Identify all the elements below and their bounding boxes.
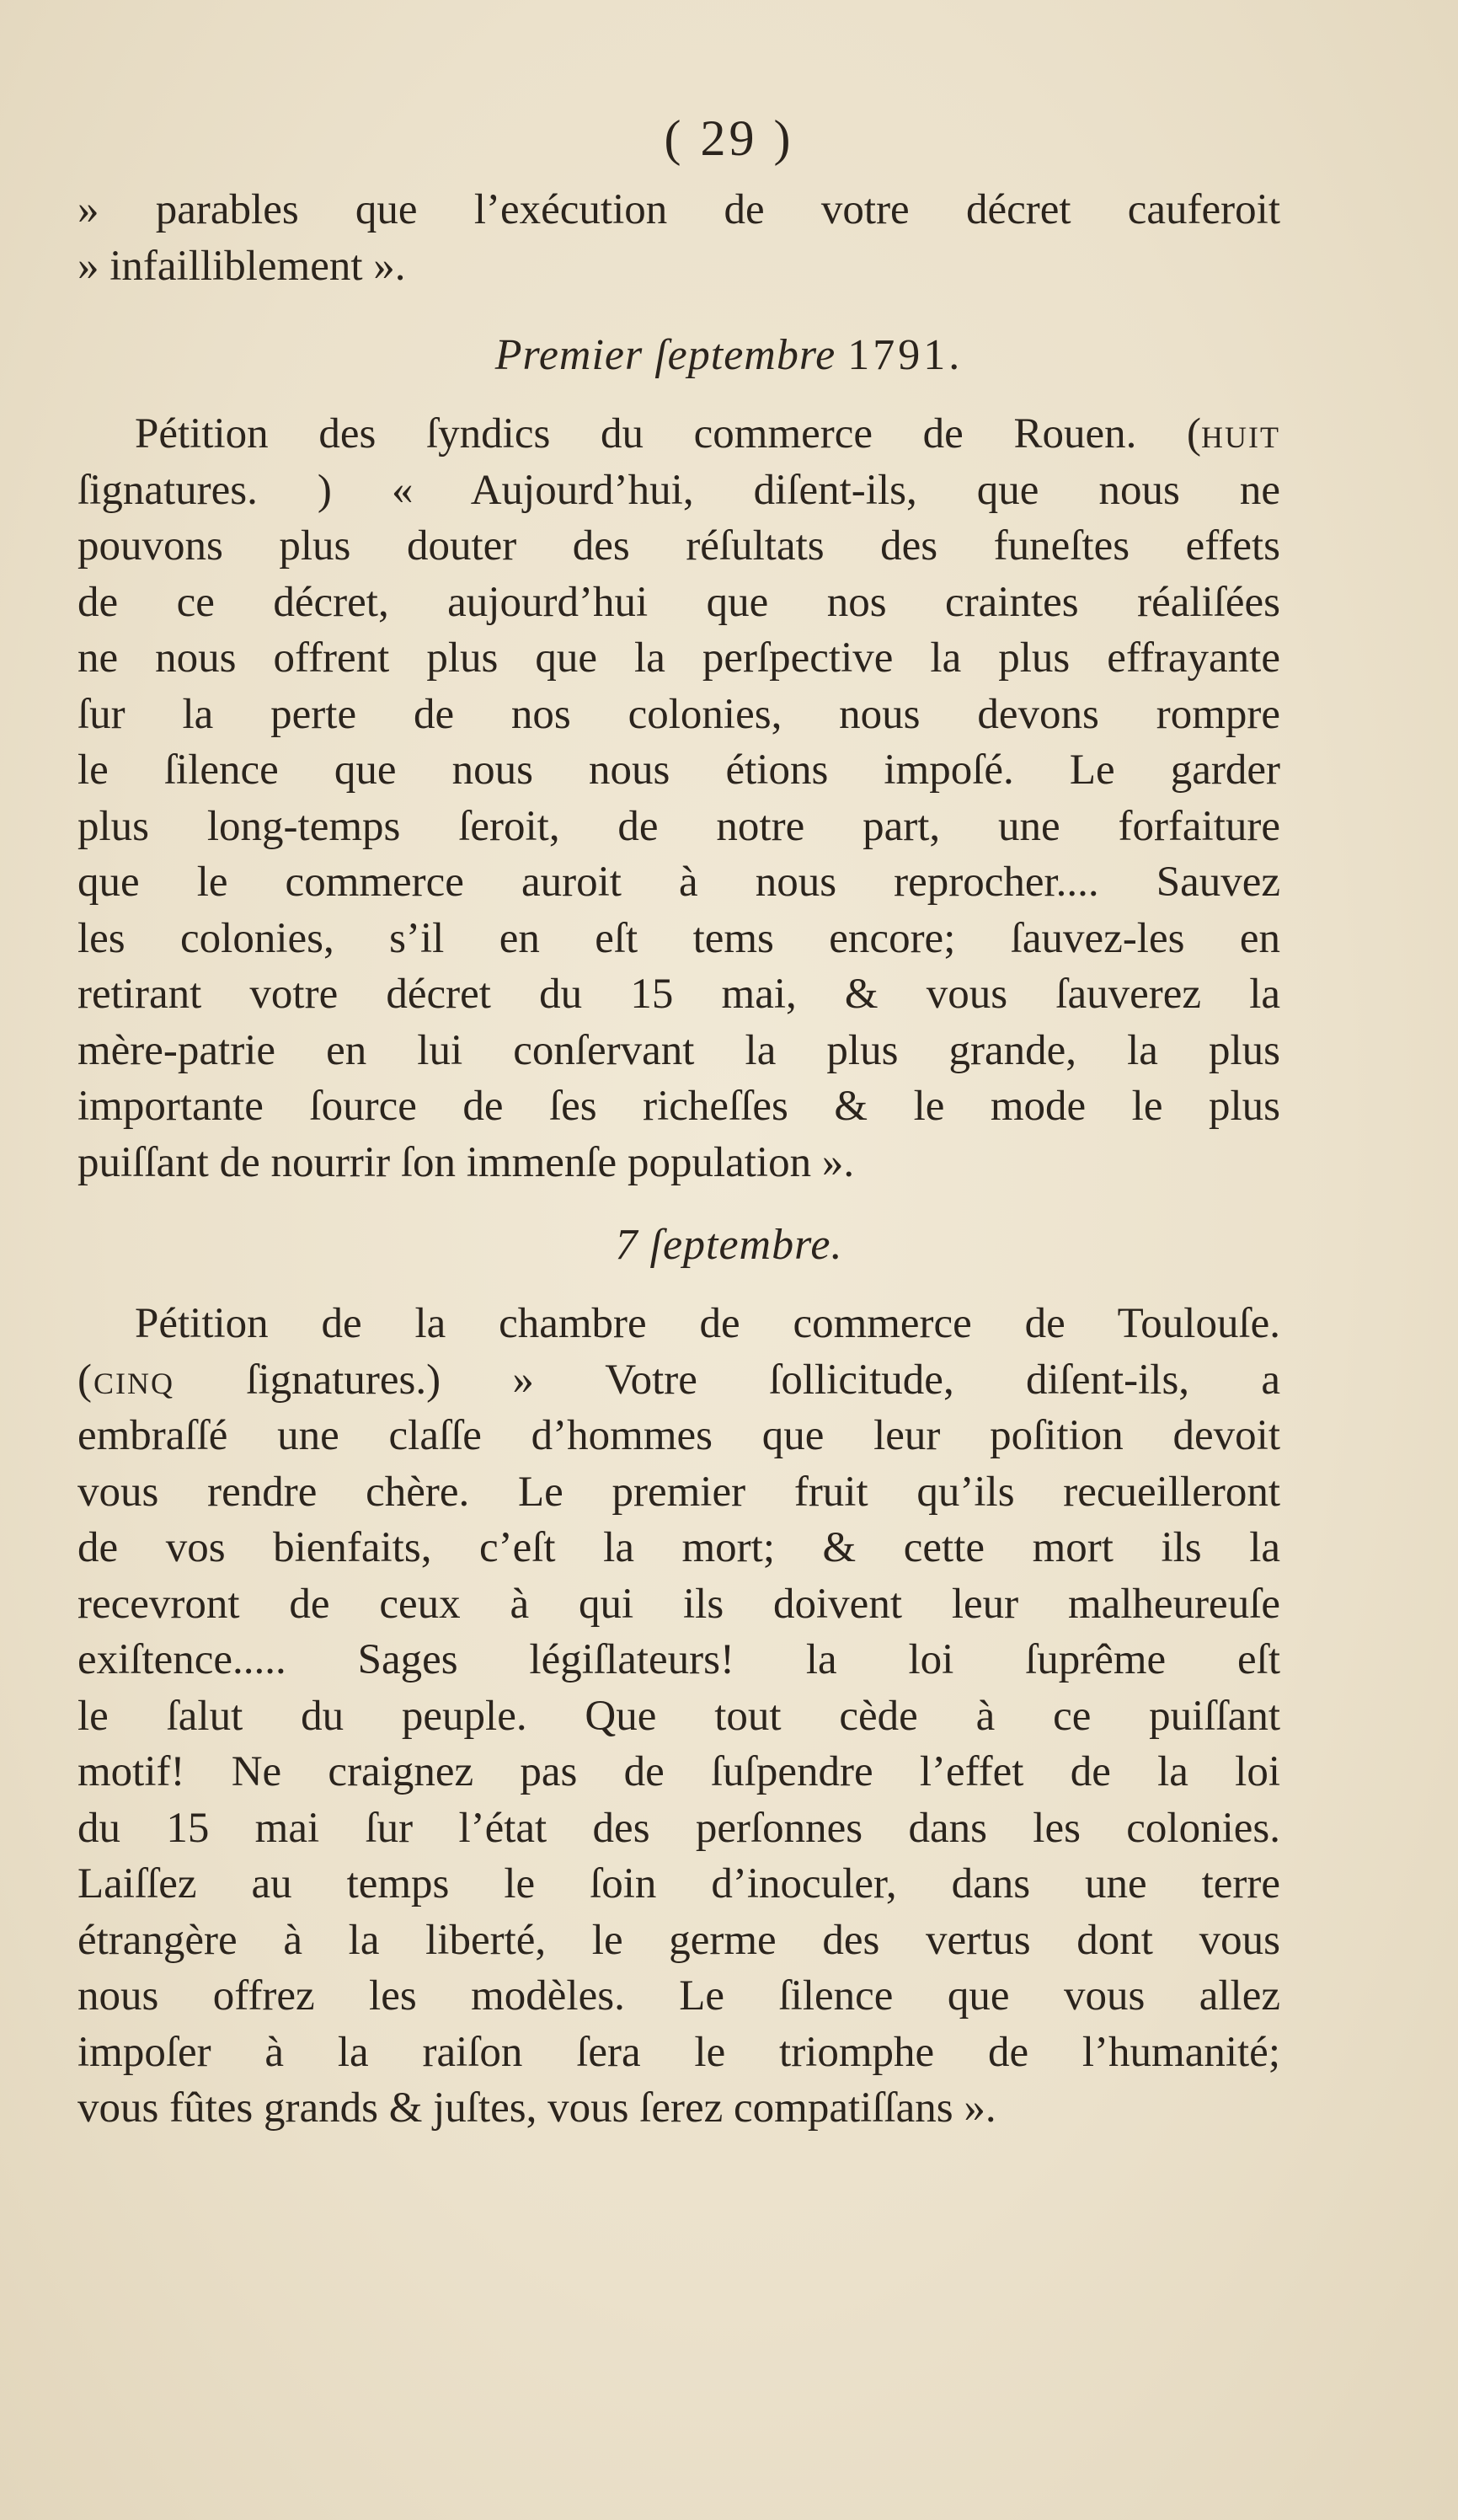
text-line: que le commerce auroit à nous reprocher.... Sauvez — [77, 859, 1280, 906]
page-number: ( 29 ) — [664, 110, 794, 166]
text-line: puiſſant de nourrir ſon immenſe population ». — [77, 1138, 855, 1186]
text-line: nous offrez les modèles. Le ſilence que vous allez — [77, 1972, 1280, 2020]
section-heading-2 — [0, 1220, 1458, 1270]
heading-date: 7 ſeptembre. — [615, 1221, 843, 1269]
text-line: ne nous offrent plus que la perſpective la plus effrayante — [77, 634, 1280, 682]
text-line: vous rendre chère. Le premier fruit qu’ils recueilleront — [77, 1468, 1280, 1516]
text-line: Laiſſez au temps le ſoin d’inoculer, dans une terre — [77, 1860, 1280, 1907]
text-line: embraſſé une claſſe d’hommes que leur poſition devoit — [77, 1412, 1280, 1459]
text-line: vous fûtes grands & juſtes, vous ſerez compatiſſans ». — [77, 2084, 996, 2132]
text-line: du 15 mai ſur l’état des perſonnes dans les colonies. — [77, 1804, 1280, 1852]
text-line: de vos bienfaits, c’eſt la mort; & cette mort ils la — [77, 1524, 1280, 1571]
text-fragment: Pétition des ſyndics du commerce de Rouen. ( — [135, 410, 1202, 457]
text-line: » infailliblement ». — [77, 242, 406, 290]
text-line: exiſtence..... Sages légiſlateurs! la loi ſuprême eſt — [77, 1636, 1280, 1683]
text-line — [77, 1352, 1280, 1409]
text-line: le ſilence que nous nous étions impoſé. Le garder — [77, 746, 1280, 794]
text-line: retirant votre décret du 15 mai, & vous ſauverez la — [77, 971, 1280, 1018]
petition-toulouse-paragraph — [77, 1296, 1280, 2137]
text-line: recevront de ceux à qui ils doivent leur malheureuſe — [77, 1580, 1280, 1628]
text-line: ſur la perte de nos colonies, nous devons rompre — [77, 690, 1280, 738]
small-caps-word: (cinq — [77, 1356, 174, 1404]
text-line: les colonies, s’il en eſt tems encore; ſauvez-les en — [77, 914, 1280, 962]
text-line: Pétition de la chambre de commerce de Toulouſe. — [135, 1300, 1280, 1347]
heading-year: 1791. — [847, 331, 964, 379]
text-line: motif! Ne craignez pas de ſuſpendre l’effet de la loi — [77, 1748, 1280, 1795]
continuation-paragraph — [77, 182, 1280, 294]
heading-date: Premier ſeptembre — [494, 331, 836, 379]
text-line: importante ſource de ſes richeſſes & le mode le plus — [77, 1083, 1280, 1130]
text-line: le ſalut du peuple. Que tout cède à ce puiſſant — [77, 1692, 1280, 1740]
text-line: » parables que l’exécution de votre décret cauferoit — [77, 186, 1280, 233]
text-line: plus long-temps ſeroit, de notre part, une forfaiture — [77, 802, 1280, 850]
text-line: de ce décret, aujourd’hui que nos craintes réaliſées — [77, 578, 1280, 626]
text-line: impoſer à la raiſon ſera le triomphe de l’humanité; — [77, 2028, 1280, 2076]
small-caps-word: huit — [1201, 410, 1280, 457]
text-line: étrangère à la liberté, le germe des vertus dont vous — [77, 1916, 1280, 1964]
petition-rouen-paragraph — [77, 406, 1280, 1190]
section-heading-1 — [0, 330, 1458, 380]
text-line — [77, 406, 1280, 463]
text-line: ſignatures. ) « Aujourd’hui, diſent-ils, que nous ne — [77, 466, 1280, 514]
text-line: pouvons plus douter des réſultats des funeſtes effets — [77, 522, 1280, 570]
text-fragment: ſignatures.) » Votre ſollicitude, diſent-ils, a — [174, 1356, 1280, 1404]
text-line: mère-patrie en lui conſervant la plus grande, la plus — [77, 1026, 1280, 1074]
